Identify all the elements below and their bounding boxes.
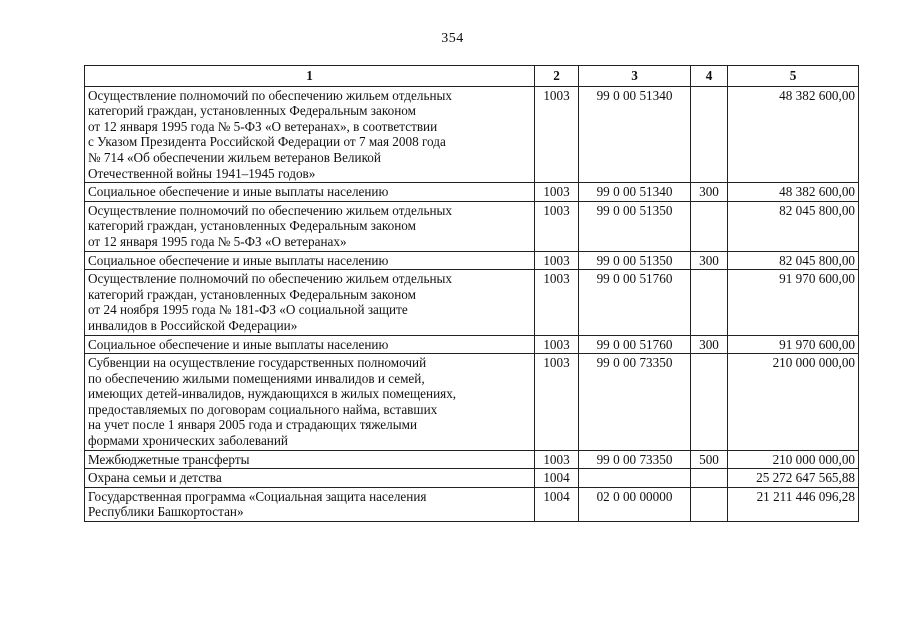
- row-amount-cell: 91 970 600,00: [728, 335, 859, 354]
- row-name-line: формами хронических заболеваний: [88, 433, 288, 449]
- row-amount-cell: 48 382 600,00: [728, 86, 859, 183]
- row-name-line: Социальное обеспечение и иные выплаты населению: [88, 336, 389, 352]
- row-target-code-cell: 99 0 00 51340: [579, 86, 691, 183]
- row-name-line: с Указом Президента Российской Федерации от 7 мая 2008 года: [88, 134, 446, 150]
- table-row: [85, 183, 859, 202]
- row-section-cell: 1003: [535, 251, 579, 270]
- row-amount-cell: 21 211 446 096,28: [728, 487, 859, 521]
- header-col-4: 4: [691, 66, 728, 87]
- row-name-cell: [85, 86, 535, 183]
- budget-table: [84, 65, 859, 522]
- row-expense-type-cell: 500: [691, 450, 728, 469]
- row-amount-cell: 210 000 000,00: [728, 450, 859, 469]
- row-expense-type-cell: [691, 469, 728, 488]
- header-col-1: 1: [85, 66, 535, 87]
- row-name-line: от 12 января 1995 года № 5-ФЗ «О ветеранах», в соответствии: [88, 118, 438, 134]
- row-target-code-cell: 99 0 00 51350: [579, 251, 691, 270]
- row-name-cell: [85, 450, 535, 469]
- row-expense-type-cell: [691, 487, 728, 521]
- row-section-cell: 1003: [535, 354, 579, 451]
- header-col-3: 3: [579, 66, 691, 87]
- page-number: 354: [441, 31, 464, 46]
- row-target-code-cell: 99 0 00 51760: [579, 335, 691, 354]
- row-section-cell: 1003: [535, 335, 579, 354]
- table-row: [85, 450, 859, 469]
- row-name-line: Социальное обеспечение и иные выплаты населению: [88, 252, 389, 268]
- row-name-line: Республики Башкортостан»: [88, 504, 244, 520]
- row-expense-type-cell: [691, 354, 728, 451]
- row-name-line: Государственная программа «Социальная защита населения: [88, 488, 427, 504]
- row-name-line: категорий граждан, установленных Федеральным законом: [88, 103, 416, 119]
- row-name-line: инвалидов в Российской Федерации»: [88, 317, 298, 333]
- row-expense-type-cell: 300: [691, 251, 728, 270]
- row-name-line: Субвенции на осуществление государственных полномочий: [88, 355, 427, 371]
- row-section-cell: 1003: [535, 450, 579, 469]
- row-section-cell: 1003: [535, 201, 579, 251]
- row-name-cell: [85, 201, 535, 251]
- row-amount-cell: 82 045 800,00: [728, 251, 859, 270]
- row-name-cell: [85, 270, 535, 335]
- table-row: [85, 487, 859, 521]
- header-col-2: 2: [535, 66, 579, 87]
- row-name-line: Межбюджетные трансферты: [88, 451, 250, 467]
- row-expense-type-cell: [691, 86, 728, 183]
- table-row: [85, 335, 859, 354]
- row-amount-cell: 91 970 600,00: [728, 270, 859, 335]
- row-expense-type-cell: [691, 270, 728, 335]
- row-name-cell: [85, 469, 535, 488]
- row-section-cell: 1003: [535, 86, 579, 183]
- row-section-cell: 1004: [535, 487, 579, 521]
- row-amount-cell: 82 045 800,00: [728, 201, 859, 251]
- row-name-cell: [85, 487, 535, 521]
- row-name-line: от 24 ноября 1995 года № 181-ФЗ «О социальной защите: [88, 302, 408, 318]
- row-name-line: на учет после 1 января 2005 года и страдающих тяжелыми: [88, 417, 417, 433]
- row-name-line: Охрана семьи и детства: [88, 470, 222, 486]
- table-row: [85, 469, 859, 488]
- row-name-line: по обеспечению жилыми помещениями инвалидов и семей,: [88, 370, 425, 386]
- header-row: [85, 66, 859, 87]
- row-target-code-cell: [579, 469, 691, 488]
- row-target-code-cell: 99 0 00 51760: [579, 270, 691, 335]
- row-target-code-cell: 99 0 00 73350: [579, 450, 691, 469]
- row-amount-cell: 48 382 600,00: [728, 183, 859, 202]
- row-expense-type-cell: [691, 201, 728, 251]
- row-target-code-cell: 02 0 00 00000: [579, 487, 691, 521]
- row-target-code-cell: 99 0 00 51350: [579, 201, 691, 251]
- table-body: [85, 86, 859, 521]
- row-name-cell: [85, 335, 535, 354]
- row-name-line: Осуществление полномочий по обеспечению жильем отдельных: [88, 271, 452, 287]
- row-name-line: предоставляемых по договорам социального найма, вставших: [88, 401, 438, 417]
- row-name-line: имеющих детей-инвалидов, нуждающихся в жилых помещениях,: [88, 386, 457, 402]
- row-name-line: № 714 «Об обеспечении жильем ветеранов Великой: [88, 149, 381, 165]
- row-name-line: категорий граждан, установленных Федеральным законом: [88, 218, 416, 234]
- header-col-5: 5: [728, 66, 859, 87]
- row-name-line: категорий граждан, установленных Федеральным законом: [88, 286, 416, 302]
- row-name-cell: [85, 251, 535, 270]
- row-name-line: от 12 января 1995 года № 5-ФЗ «О ветеранах»: [88, 233, 347, 249]
- table-row: [85, 251, 859, 270]
- row-amount-cell: 210 000 000,00: [728, 354, 859, 451]
- row-section-cell: 1004: [535, 469, 579, 488]
- row-name-cell: [85, 183, 535, 202]
- table-row: [85, 270, 859, 335]
- row-name-line: Осуществление полномочий по обеспечению жильем отдельных: [88, 202, 452, 218]
- row-name-line: Отечественной войны 1941–1945 годов»: [88, 165, 316, 181]
- row-name-cell: [85, 354, 535, 451]
- row-expense-type-cell: 300: [691, 183, 728, 202]
- table-row: [85, 354, 859, 451]
- row-section-cell: 1003: [535, 183, 579, 202]
- table-row: [85, 86, 859, 183]
- table-row: [85, 201, 859, 251]
- row-expense-type-cell: 300: [691, 335, 728, 354]
- row-target-code-cell: 99 0 00 73350: [579, 354, 691, 451]
- row-name-line: Социальное обеспечение и иные выплаты населению: [88, 184, 389, 200]
- row-target-code-cell: 99 0 00 51340: [579, 183, 691, 202]
- row-amount-cell: 25 272 647 565,88: [728, 469, 859, 488]
- row-name-line: Осуществление полномочий по обеспечению жильем отдельных: [88, 87, 452, 103]
- row-section-cell: 1003: [535, 270, 579, 335]
